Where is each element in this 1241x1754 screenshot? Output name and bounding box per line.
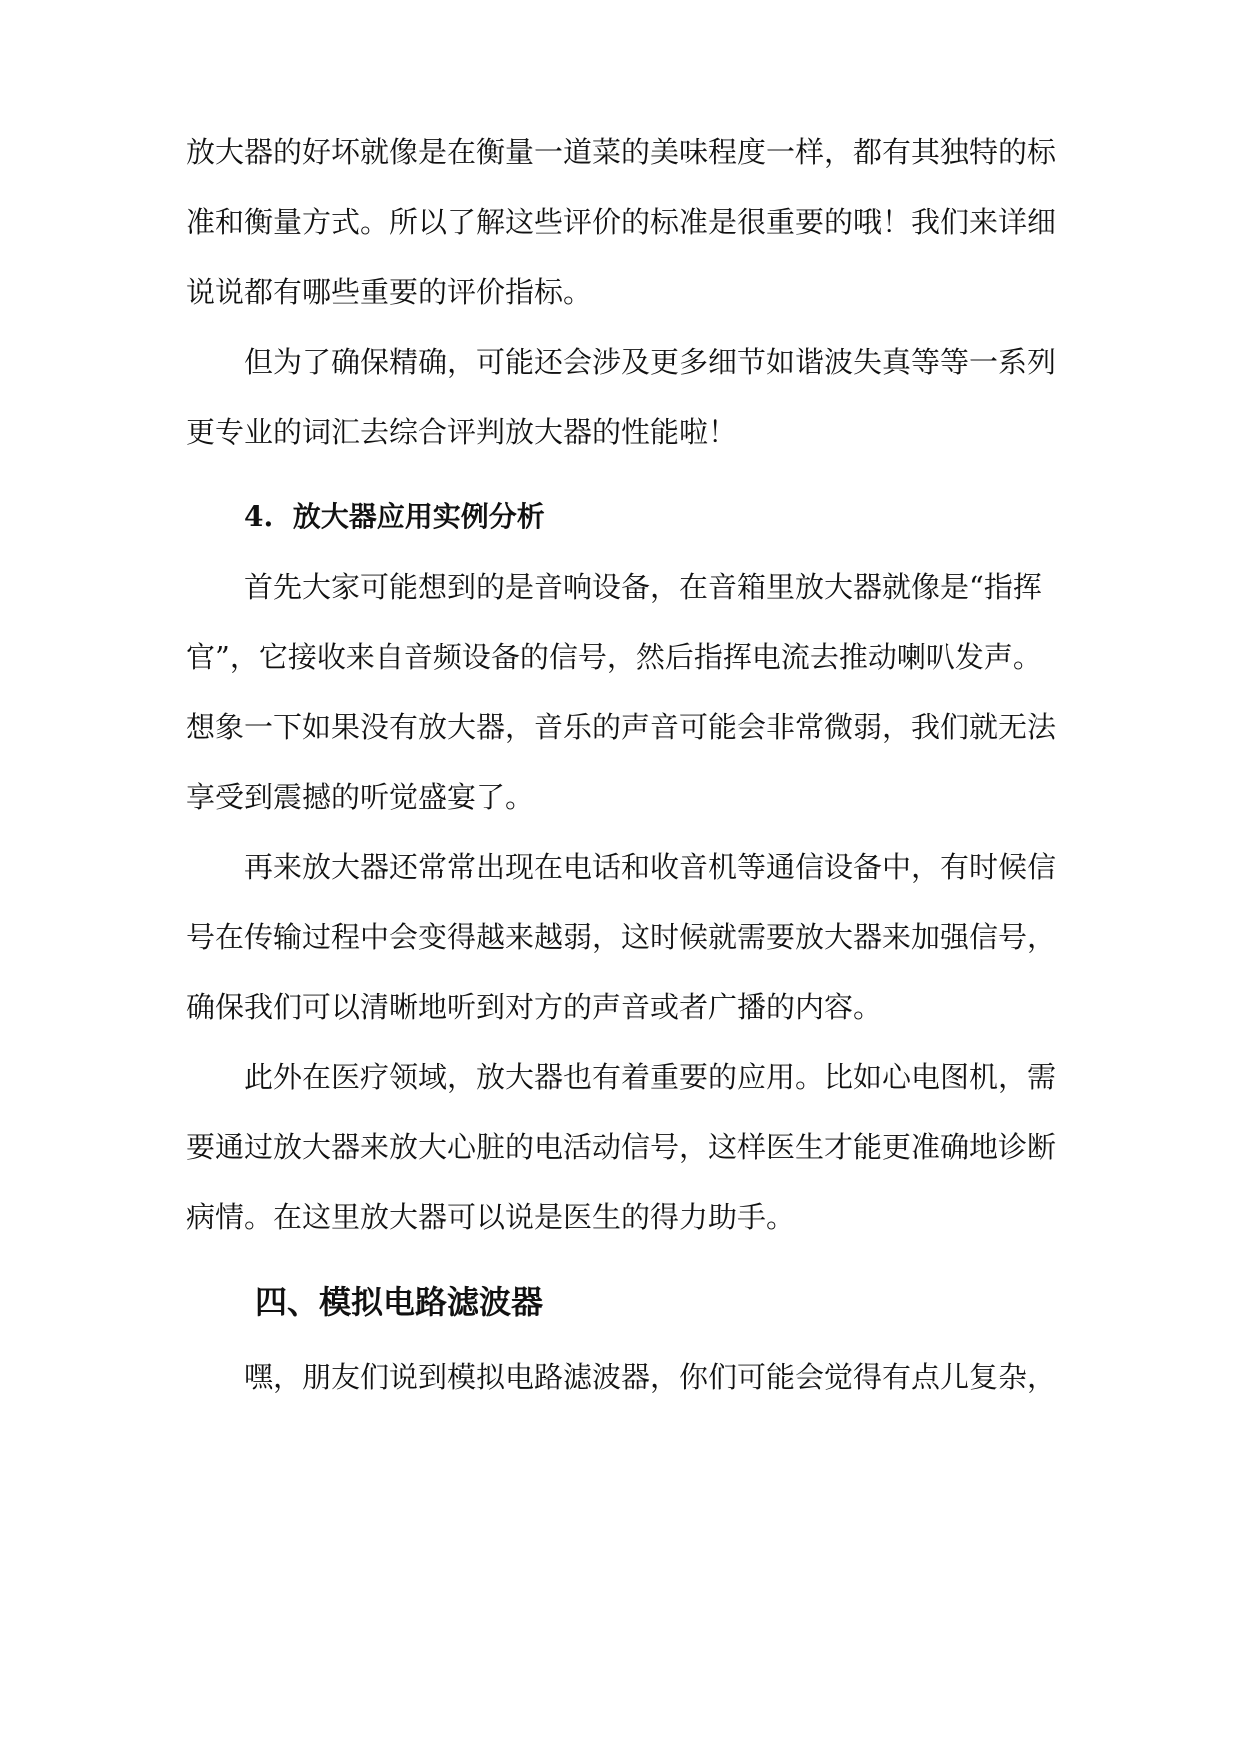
paragraph-line: 嘿，朋友们说到模拟电路滤波器，你们可能会觉得有点儿复杂， bbox=[244, 1360, 1056, 1394]
subsection-number: 4. bbox=[244, 500, 274, 533]
subsection-title: 放大器应用实例分析 bbox=[292, 500, 545, 533]
paragraph-line: 首先大家可能想到的是音响设备，在音箱里放大器就像是“指挥 bbox=[244, 570, 1042, 604]
paragraph-line: 但为了确保精确，可能还会涉及更多细节如谐波失真等等一系列 bbox=[244, 345, 1056, 379]
paragraph-line: 再来放大器还常常出现在电话和收音机等通信设备中，有时候信 bbox=[244, 850, 1056, 884]
paragraph-line: 想象一下如果没有放大器，音乐的声音可能会非常微弱，我们就无法 bbox=[186, 710, 1056, 744]
paragraph-line: 官”，它接收来自音频设备的信号，然后指挥电流去推动喇叭发声。 bbox=[186, 640, 1042, 674]
paragraph-line: 此外在医疗领域，放大器也有着重要的应用。比如心电图机，需 bbox=[244, 1060, 1056, 1094]
paragraph-line: 更专业的词汇去综合评判放大器的性能啦！ bbox=[186, 415, 738, 449]
paragraph-line: 确保我们可以清晰地听到对方的声音或者广播的内容。 bbox=[186, 990, 883, 1024]
paragraph-line: 说说都有哪些重要的评价指标。 bbox=[186, 275, 593, 309]
subsection-heading bbox=[244, 497, 944, 537]
paragraph-line: 要通过放大器来放大心脏的电活动信号，这样医生才能更准确地诊断 bbox=[186, 1130, 1056, 1164]
paragraph-line: 放大器的好坏就像是在衡量一道菜的美味程度一样，都有其独特的标 bbox=[186, 135, 1056, 169]
paragraph-line: 病情。在这里放大器可以说是医生的得力助手。 bbox=[186, 1200, 796, 1234]
paragraph-line: 准和衡量方式。所以了解这些评价的标准是很重要的哦！我们来详细 bbox=[186, 205, 1056, 239]
paragraph-line: 享受到震撼的听觉盛宴了。 bbox=[186, 780, 535, 814]
paragraph-line: 号在传输过程中会变得越来越弱，这时候就需要放大器来加强信号， bbox=[186, 920, 1056, 954]
section-heading: 四、模拟电路滤波器 bbox=[255, 1283, 544, 1321]
